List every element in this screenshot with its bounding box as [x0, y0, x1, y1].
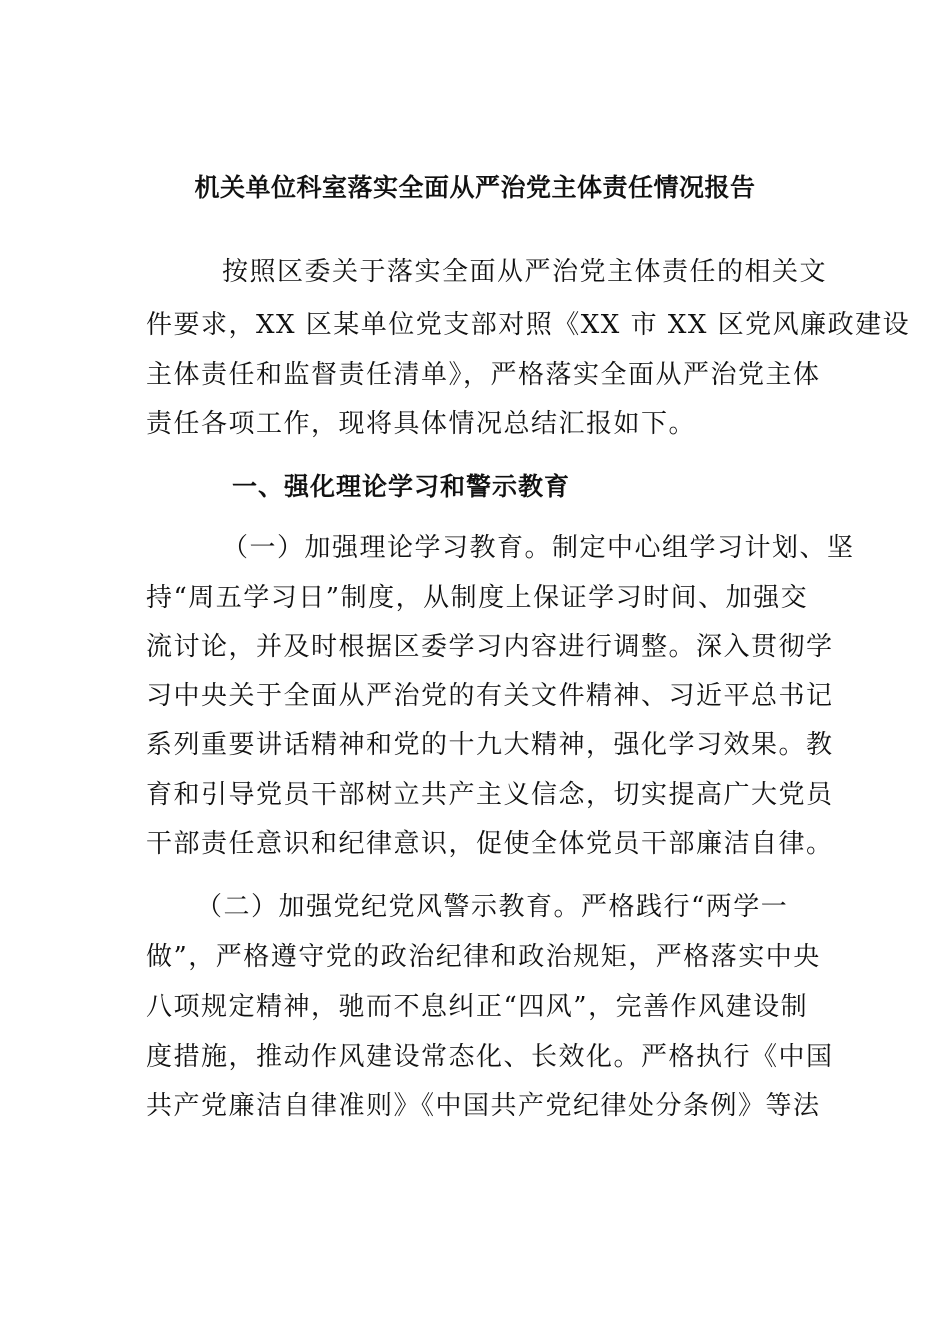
paragraph-line: 流讨论，并及时根据区委学习内容进行调整。深入贯彻学	[146, 632, 834, 662]
paragraph-line: 八项规定精神，驰而不息纠正“四风”，完善作风建设制	[146, 992, 809, 1022]
section-heading: 一、强化理论学习和警示教育	[232, 472, 571, 501]
paragraph-line: 度措施，推动作风建设常态化、长效化。严格执行《中国	[146, 1042, 834, 1072]
intro-line: 主体责任和监督责任清单》，严格落实全面从严治党主体	[146, 360, 821, 390]
paragraph-line: 育和引导党员干部树立共产主义信念，切实提高广大党员	[146, 780, 834, 810]
intro-line: 按照区委关于落实全面从严治党主体责任的相关文	[222, 257, 828, 287]
paragraph-line: 做”，严格遵守党的政治纪律和政治规矩，严格落实中央	[146, 942, 821, 972]
paragraph-line: 持“周五学习日”制度，从制度上保证学习时间、加强交	[146, 583, 809, 613]
intro-line: 件要求，XX 区某单位党支部对照《XX 市 XX 区党风廉政建设	[146, 310, 911, 340]
paragraph-line: 系列重要讲话精神和党的十九大精神，强化学习效果。教	[146, 730, 834, 760]
paragraph-line: （二）加强党纪党风警示教育。严格践行“两学一	[196, 892, 789, 922]
paragraph-line: 干部责任意识和纪律意识，促使全体党员干部廉洁自律。	[146, 829, 834, 859]
paragraph-line: （一）加强理论学习教育。制定中心组学习计划、坚	[222, 533, 855, 563]
paragraph-line: 共产党廉洁自律准则》《中国共产党纪律处分条例》等法	[146, 1091, 821, 1121]
document-title: 机关单位科室落实全面从严治党主体责任情况报告	[194, 173, 756, 202]
intro-line: 责任各项工作，现将具体情况总结汇报如下。	[146, 409, 697, 439]
paragraph-line: 习中央关于全面从严治党的有关文件精神、习近平总书记	[146, 681, 834, 711]
